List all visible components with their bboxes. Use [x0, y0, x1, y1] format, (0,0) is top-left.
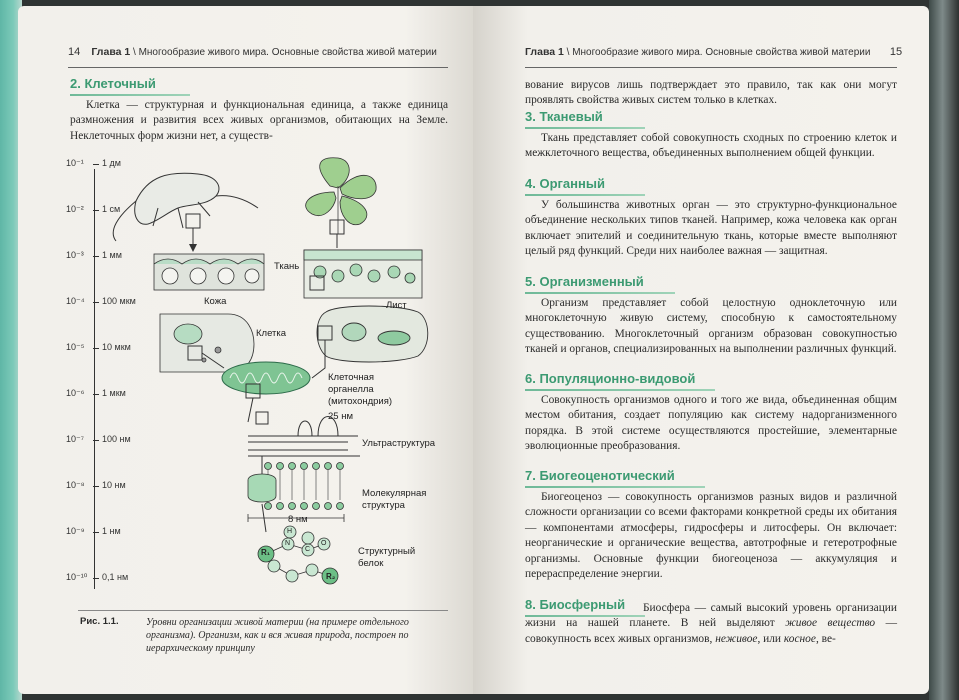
label-molecular-2: структура — [362, 500, 405, 511]
scale-power: 10⁻⁹ — [66, 526, 85, 536]
organization-levels-figure — [98, 146, 438, 606]
section-text-biogeocenotic: Биогеоценоз — совокупность организмов разных видов и различной сложности организации со всеми факторами конкретной среды их обитания — компонентами атмосферы, гидросферы и литосферы. Он включает: неорганические и органические вещества, автотрофные и гетеротрофные организмы. Основные функции биогеоценоза — аккумуляция и перераспределение энергии. — [525, 491, 897, 581]
label-ultrastructure: Ультраструктура — [362, 438, 436, 449]
heading-bar — [525, 389, 715, 391]
section-heading-biogeocenotic: 7. Биогеоценотический — [525, 468, 675, 483]
scale-power: 10⁻¹⁰ — [66, 572, 88, 582]
heading-bar — [525, 486, 705, 488]
right-chapter-label: Глава 1 — [525, 46, 564, 58]
label-atom-h: H — [287, 528, 293, 535]
scale-power: 10⁻⁴ — [66, 296, 85, 306]
left-chapter-label: Глава 1 — [91, 46, 131, 58]
label-protein-1: Структурный — [358, 546, 416, 557]
label-skin: Кожа — [204, 296, 227, 307]
plant-illustration — [306, 158, 376, 234]
right-page-number: 15 — [889, 46, 903, 58]
section-text-organ: У большинства животных орган — это структурно-функциональное объединение нескольких типов тканей. Например, кожа человека как орган включает эпителий и соединительную ткань, которые вместе выполняют целый ряд функций. Среди них наиболее важная — защитная. — [525, 199, 897, 258]
label-cell: Клетка — [256, 328, 287, 339]
label-r2: R₂ — [326, 572, 336, 581]
scale-power: 10⁻² — [66, 204, 84, 214]
label-atom-o: O — [321, 540, 327, 547]
heading-bar — [70, 94, 190, 96]
left-page — [18, 6, 473, 694]
section-heading-tissue: 3. Тканевый — [525, 109, 603, 124]
heading-bar — [525, 292, 675, 294]
zoom-box-plant — [330, 220, 344, 234]
section-heading-population: 6. Популяционно-видовой — [525, 371, 696, 386]
right-chapter-title: Многообразие живого мира. Основные свойства живой материи — [572, 47, 871, 58]
scale-value: 0,1 нм — [102, 572, 129, 582]
lizard-illustration — [113, 173, 258, 241]
animal-cell-illustration — [160, 314, 254, 372]
scale-value: 1 нм — [102, 526, 121, 536]
ultrastructure-illustration — [248, 417, 360, 457]
label-organelle-2: органелла — [328, 384, 374, 395]
label-organelle-3: (митохондрия) — [328, 396, 393, 407]
label-25nm: 25 нм — [328, 411, 353, 422]
label-organelle-1: Клеточная — [328, 372, 374, 383]
right-head-rule — [525, 67, 897, 68]
right-chapter-separator: \ — [566, 47, 570, 58]
section-text-population: Совокупность организмов одного и того же вида, объединенная общим местом обитания, создает популяцию как систему надорганизменного порядка. В этой системе осуществляются простейшие, элементарные эволюционные преобразования. — [525, 394, 897, 453]
mitochondrion-illustration — [222, 362, 310, 394]
figure-caption-number: Рис. 1.1. — [80, 616, 119, 627]
scale-power: 10⁻⁷ — [66, 434, 85, 444]
zoom-box — [186, 214, 200, 228]
heading-bar — [525, 194, 645, 196]
right-running-head — [525, 46, 902, 58]
scale-value: 10 мкм — [102, 342, 131, 352]
scale-power: 10⁻⁸ — [66, 480, 85, 490]
right-page — [473, 6, 929, 694]
skin-tissue-illustration — [154, 254, 264, 290]
left-chapter-title: Многообразие живого мира. Основные свойства живой материи — [138, 47, 437, 58]
left-paragraph: Клетка — структурная и функциональная единица, а также единица размножения и развития всех живых организмов, обитающих на Земле. Неклеточных форм жизни нет, а существ- — [70, 99, 448, 142]
leaf-tissue-illustration — [304, 250, 422, 298]
section-text-tissue: Ткань представляет собой совокупность сходных по строению клеток и межклеточного вещества, объединенных выполнением общей функции. — [525, 132, 897, 160]
left-head-rule — [68, 67, 448, 68]
scale-value: 1 мм — [102, 250, 122, 260]
label-protein-2: белок — [358, 558, 384, 569]
label-leaf: Лист — [386, 300, 407, 311]
section-text-organism: Организм представляет собой целостную одноклеточную или многоклеточную живую систему, способную к самостоятельному существованию. Многоклеточный организм образован совокупностью тканей и органов, специализированных на выполнении различных функций. — [525, 297, 897, 356]
section-heading-cellular: 2. Клеточный — [70, 76, 156, 91]
scale-value: 100 мкм — [102, 296, 136, 306]
scale-value: 1 дм — [102, 158, 121, 168]
scale-power: 10⁻⁶ — [66, 388, 85, 398]
left-running-head — [68, 46, 437, 58]
figure-caption-text: Уровни организации живой материи (на примере отдельного организма). Организм, как и вся живая природа, построен по иерархическому принципу — [146, 617, 409, 654]
scale-power: 10⁻¹ — [66, 158, 84, 168]
label-molecular-1: Молекулярная — [362, 488, 427, 499]
scale-value: 10 нм — [102, 480, 126, 490]
caption-rule — [78, 610, 448, 611]
label-8nm: 8 нм — [288, 514, 308, 525]
label-atom-c: C — [305, 546, 311, 553]
section-heading-biosphere: 8. Биосферный — [525, 597, 626, 612]
section-text-biosphere: Биосфера — самый высокий уровень организации жизни на нашей планете. В ней выделяют живое вещество — совокупность всех живых организмов, неживое, или косное, ве- — [525, 602, 897, 645]
scale-power: 10⁻⁵ — [66, 342, 85, 352]
scale-value: 100 нм — [102, 434, 131, 444]
arrow-line — [248, 398, 253, 422]
left-chapter-separator: \ — [133, 47, 136, 58]
intro-paragraph: вование вирусов лишь подтверждает это правило, так как они могут проявлять свойства живых систем только в клетках. — [525, 79, 897, 107]
heading-bar — [525, 127, 645, 129]
scale-power: 10⁻³ — [66, 250, 84, 260]
plant-cell-illustration — [317, 306, 428, 362]
label-r1: R₁ — [261, 548, 271, 557]
scale-value: 1 мкм — [102, 388, 126, 398]
scan-edge-right — [929, 0, 959, 700]
label-tissue: Ткань — [274, 261, 300, 272]
label-atom-n: N — [285, 540, 291, 547]
scale-value: 1 см — [102, 204, 121, 214]
arrow-head — [189, 244, 197, 252]
left-page-number: 14 — [68, 46, 81, 58]
section-heading-organ: 4. Органный — [525, 176, 605, 191]
section-heading-organism: 5. Организменный — [525, 274, 644, 289]
zoom-box-ultra — [256, 412, 268, 424]
